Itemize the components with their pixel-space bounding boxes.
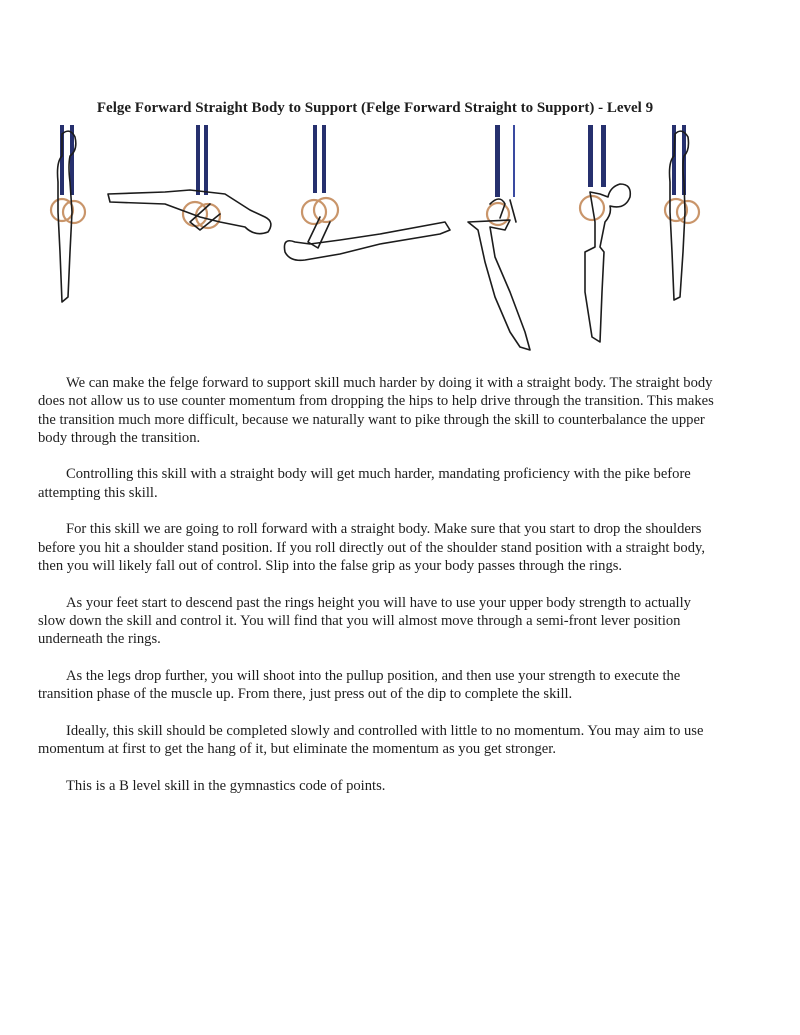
paragraph: We can make the felge forward to support skill much harder by doing it with a straight body. The straight body does not allow us to use counter momentum from dropping the hips to help drive through the transition. This makes the transition much more difficult, because we naturally want to pike through the skill to counterbalance the upper body through the transition. xyxy=(38,375,714,446)
paragraph: As your feet start to descend past the rings height you will have to use your upper body strength to actually slow down the skill and control it. You will find that you will almost move through a semi-front lever position underneath the rings. xyxy=(38,594,691,648)
skill-illustration-sequence xyxy=(40,122,740,362)
paragraph: Ideally, this skill should be completed slowly and controlled with little to no momentum. You may aim to use momentum at first to get the hang of it, but eliminate the momentum as you get stronger. xyxy=(38,722,704,757)
body-text xyxy=(38,374,718,813)
figure-stage-6-support xyxy=(665,125,699,300)
paragraph: For this skill we are going to roll forward with a straight body. Make sure that you start to drop the shoulders before you hit a shoulder stand position. If you roll directly out of the shoulder stand position with a straight body, then you will likely fall out of control. Slip into the false grip as your body passes through the rings. xyxy=(38,521,706,574)
paragraph: As the legs drop further, you will shoot into the pullup position, and then use your strength to execute the transition phase of the muscle up. From there, just press out of the dip to complete the skill. xyxy=(38,667,681,703)
figure-stage-4-descent xyxy=(468,125,530,350)
figure-stage-2-horizontal xyxy=(108,125,271,234)
paragraph: Controlling this skill with a straight body will get much harder, mandating proficiency with the pike before attempting this skill. xyxy=(38,466,691,501)
page-title: Felge Forward Straight Body to Support (Felge Forward Straight to Support) - Level 9 xyxy=(96,100,654,117)
figure-stage-5-pullup xyxy=(580,125,630,342)
figure-stage-1-support xyxy=(51,125,85,302)
paragraph: This is a B level skill in the gymnastics code of points. xyxy=(66,777,386,794)
illustration-svg xyxy=(40,122,740,362)
figure-stage-3-front-lever xyxy=(284,125,450,260)
